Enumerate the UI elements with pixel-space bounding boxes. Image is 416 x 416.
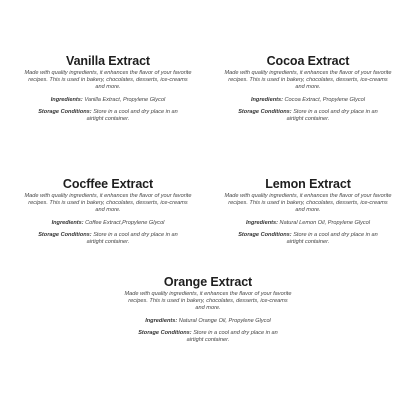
ingredients-value: Coffee Extract,Propylene Glycol	[85, 219, 165, 226]
product-storage	[133, 330, 283, 344]
storage-label: Storage Conditions:	[138, 329, 192, 336]
product-title: Cocoa Extract	[266, 54, 350, 68]
product-ingredients	[233, 97, 383, 104]
storage-label: Storage Conditions:	[238, 231, 292, 238]
ingredients-label: Ingredients:	[250, 96, 283, 103]
product-storage	[33, 109, 183, 123]
product-card-orange	[110, 275, 306, 349]
product-title: Orange Extract	[163, 275, 253, 289]
product-description: Made with quality ingredients, it enhances the flavor of your favorite recipes. This is used in bakery, chocolates, desserts, ice-creams and more.	[24, 193, 192, 214]
product-ingredients	[33, 220, 183, 227]
storage-value: Store in a cool and dry place in an airtight container.	[286, 231, 378, 246]
product-ingredients	[33, 97, 183, 104]
ingredients-value: Vanilla Extract, Propylene Glycol	[84, 96, 166, 103]
storage-value: Store in a cool and dry place in an airtight container.	[286, 108, 378, 123]
storage-label: Storage Conditions:	[38, 108, 92, 115]
product-storage	[233, 109, 383, 123]
product-card-lemon	[210, 177, 406, 251]
storage-value: Store in a cool and dry place in an airtight container.	[186, 329, 278, 344]
storage-label: Storage Conditions:	[38, 231, 92, 238]
ingredients-label: Ingredients:	[50, 96, 83, 103]
storage-value: Store in a cool and dry place in an airtight container.	[86, 231, 178, 246]
product-title: Lemon Extract	[265, 177, 351, 191]
ingredients-value: Cocoa Extract, Propylene Glycol	[284, 96, 366, 103]
product-title: Cocffee Extract	[62, 177, 154, 191]
product-ingredients	[133, 318, 283, 325]
product-title: Vanilla Extract	[66, 54, 150, 68]
ingredients-label: Ingredients:	[145, 317, 178, 324]
product-card-coffee	[10, 177, 206, 251]
product-card-vanilla	[10, 54, 206, 128]
product-storage	[33, 232, 183, 246]
product-storage	[233, 232, 383, 246]
product-description: Made with quality ingredients, it enhances the flavor of your favorite recipes. This is used in bakery, chocolates, desserts, ice-creams and more.	[224, 70, 392, 91]
storage-label: Storage Conditions:	[238, 108, 292, 115]
ingredients-label: Ingredients:	[51, 219, 84, 226]
product-description: Made with quality ingredients, it enhances the flavor of your favorite recipes. This is used in bakery, chocolates, desserts, ice-creams and more.	[124, 291, 292, 312]
product-card-cocoa	[210, 54, 406, 128]
product-ingredients	[233, 220, 383, 227]
product-description: Made with quality ingredients, it enhances the flavor of your favorite recipes. This is used in bakery, chocolates, desserts, ice-creams and more.	[224, 193, 392, 214]
product-description: Made with quality ingredients, it enhances the flavor of your favorite recipes. This is used in bakery, chocolates, desserts, ice-creams and more.	[24, 70, 192, 91]
ingredients-value: Natural Orange Oil, Propylene Glycol	[178, 317, 271, 324]
ingredients-value: Natural Lemon Oil, Propylene Glycol	[279, 219, 371, 226]
storage-value: Store in a cool and dry place in an airtight container.	[86, 108, 178, 123]
ingredients-label: Ingredients:	[245, 219, 278, 226]
